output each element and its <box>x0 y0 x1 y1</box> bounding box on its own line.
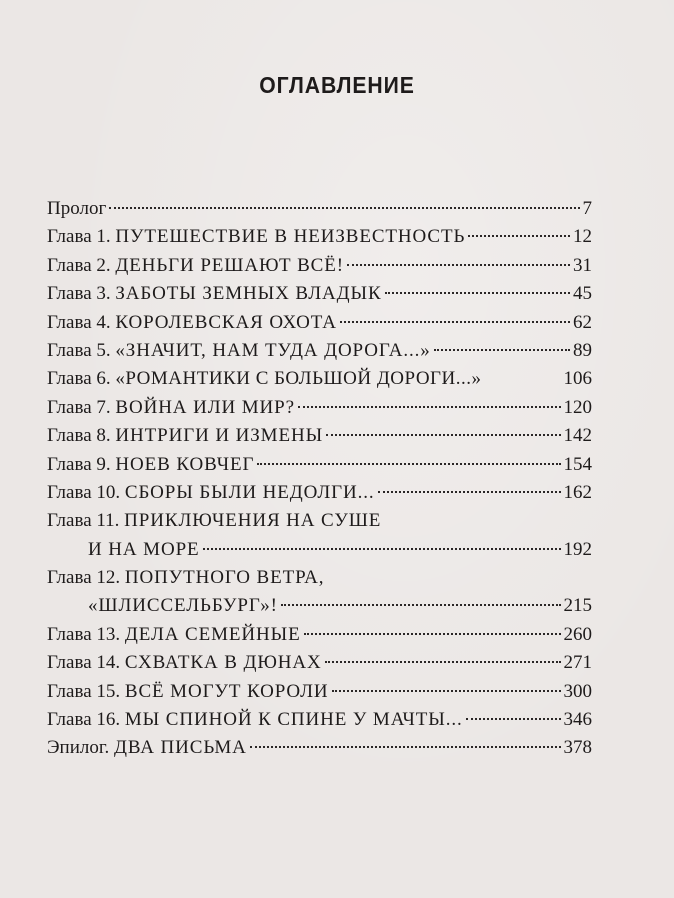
page-number: 378 <box>563 737 592 759</box>
dot-leader <box>250 746 561 748</box>
dot-leader <box>340 321 570 323</box>
toc-entry-chapter-7 <box>47 394 592 422</box>
dot-leader <box>326 434 560 436</box>
toc-entry-chapter-13 <box>47 621 592 649</box>
dot-leader <box>468 235 570 237</box>
toc-entry-chapter-8 <box>47 422 592 450</box>
chapter-number: Глава 7. <box>47 396 111 418</box>
page-number: 300 <box>563 680 592 702</box>
toc-entry-chapter-1 <box>47 223 592 251</box>
toc-entry-chapter-10 <box>47 479 592 507</box>
toc-entry-chapter-6 <box>47 365 592 393</box>
chapter-title: ВОЙНА ИЛИ МИР? <box>115 396 295 418</box>
chapter-number: Глава 8. <box>47 425 111 447</box>
page-number: 162 <box>563 481 592 503</box>
page-number: 106 <box>563 368 592 390</box>
chapter-number: Глава 15. <box>47 680 121 702</box>
dot-leader <box>304 633 561 635</box>
dot-leader <box>109 207 579 209</box>
dot-leader <box>347 264 570 266</box>
chapter-title: СХВАТКА В ДЮНАХ <box>124 652 322 674</box>
chapter-number: Глава 9. <box>47 453 111 475</box>
chapter-title: «ЗНАЧИТ, НАМ ТУДА ДОРОГА...» <box>115 339 431 361</box>
toc-entry-chapter-2 <box>47 252 592 280</box>
toc-entry-chapter-15 <box>47 678 592 706</box>
chapter-title: ДВА ПИСЬМА <box>114 737 247 759</box>
dot-leader <box>378 491 561 493</box>
chapter-number: Глава 1. <box>47 226 111 248</box>
chapter-number: Глава 5. <box>47 339 111 361</box>
chapter-number: Глава 3. <box>47 283 111 305</box>
chapter-title-continued: «ШЛИССЕЛЬБУРГ»! <box>88 595 278 617</box>
dot-leader <box>203 548 561 550</box>
chapter-number: Глава 6. <box>47 368 111 390</box>
page-number: 260 <box>563 623 592 645</box>
dot-leader <box>385 292 570 294</box>
chapter-title: МЫ СПИНОЙ К СПИНЕ У МАЧТЫ... <box>124 709 463 731</box>
page-number: 120 <box>563 396 592 418</box>
chapter-title: «РОМАНТИКИ С БОЛЬШОЙ ДОРОГИ...» <box>115 368 482 390</box>
chapter-title: КОРОЛЕВСКАЯ ОХОТА <box>115 311 337 333</box>
dot-leader <box>281 604 561 606</box>
page-number: 142 <box>563 425 592 447</box>
chapter-title: НОЕВ КОВЧЕГ <box>115 453 255 475</box>
entry-label: Пролог <box>47 198 107 219</box>
chapter-title: ПРИКЛЮЧЕНИЯ НА СУШЕ <box>124 510 382 532</box>
page-number: 154 <box>563 453 592 475</box>
chapter-number: Глава 2. <box>47 254 111 276</box>
toc-entry-prologue <box>47 195 592 223</box>
toc-entry-chapter-5 <box>47 337 592 365</box>
toc-entry-epilogue <box>47 734 592 762</box>
dot-leader <box>434 349 570 351</box>
dot-leader <box>257 463 560 465</box>
chapter-title-continued: И НА МОРЕ <box>88 538 200 560</box>
page-number: 89 <box>573 339 592 361</box>
chapter-title: ПОПУТНОГО ВЕТРА, <box>124 567 325 589</box>
page-number: 192 <box>563 538 592 560</box>
dot-leader <box>466 718 561 720</box>
toc-entry-chapter-9 <box>47 451 592 479</box>
chapter-title: ДЕНЬГИ РЕШАЮТ ВСЁ! <box>115 254 344 276</box>
toc-entry-chapter-4 <box>47 309 592 337</box>
chapter-number: Глава 13. <box>47 623 121 645</box>
page-number: 271 <box>563 652 592 674</box>
table-of-contents <box>47 195 592 763</box>
chapter-number: Глава 11. <box>47 510 120 532</box>
toc-entry-chapter-12 <box>47 564 592 621</box>
chapter-number: Глава 12. <box>47 567 121 589</box>
chapter-title: ДЕЛА СЕМЕЙНЫЕ <box>124 623 301 645</box>
toc-entry-chapter-3 <box>47 280 592 308</box>
page-number: 7 <box>582 198 592 219</box>
entry-label: Эпилог. <box>47 737 110 759</box>
toc-entry-chapter-14 <box>47 649 592 677</box>
chapter-title: ВСЁ МОГУТ КОРОЛИ <box>124 680 329 702</box>
dot-leader <box>298 406 561 408</box>
dot-leader <box>332 690 561 692</box>
page-number: 215 <box>563 595 592 617</box>
toc-entry-chapter-16 <box>47 706 592 734</box>
page-number: 346 <box>563 709 592 731</box>
toc-entry-chapter-11 <box>47 507 592 564</box>
page-number: 31 <box>573 254 592 276</box>
page-title: ОГЛАВЛЕНИЕ <box>259 72 415 98</box>
chapter-number: Глава 10. <box>47 481 121 503</box>
chapter-title: СБОРЫ БЫЛИ НЕДОЛГИ... <box>124 481 375 503</box>
chapter-number: Глава 4. <box>47 311 111 333</box>
chapter-title: ИНТРИГИ И ИЗМЕНЫ <box>115 425 324 447</box>
page-number: 45 <box>573 283 592 305</box>
dot-leader <box>325 661 561 663</box>
chapter-number: Глава 16. <box>47 709 121 731</box>
page-number: 62 <box>573 311 592 333</box>
page-number: 12 <box>573 226 592 248</box>
chapter-title: ПУТЕШЕСТВИЕ В НЕИЗВЕСТНОСТЬ <box>115 226 466 248</box>
chapter-title: ЗАБОТЫ ЗЕМНЫХ ВЛАДЫК <box>115 283 382 305</box>
chapter-number: Глава 14. <box>47 652 121 674</box>
